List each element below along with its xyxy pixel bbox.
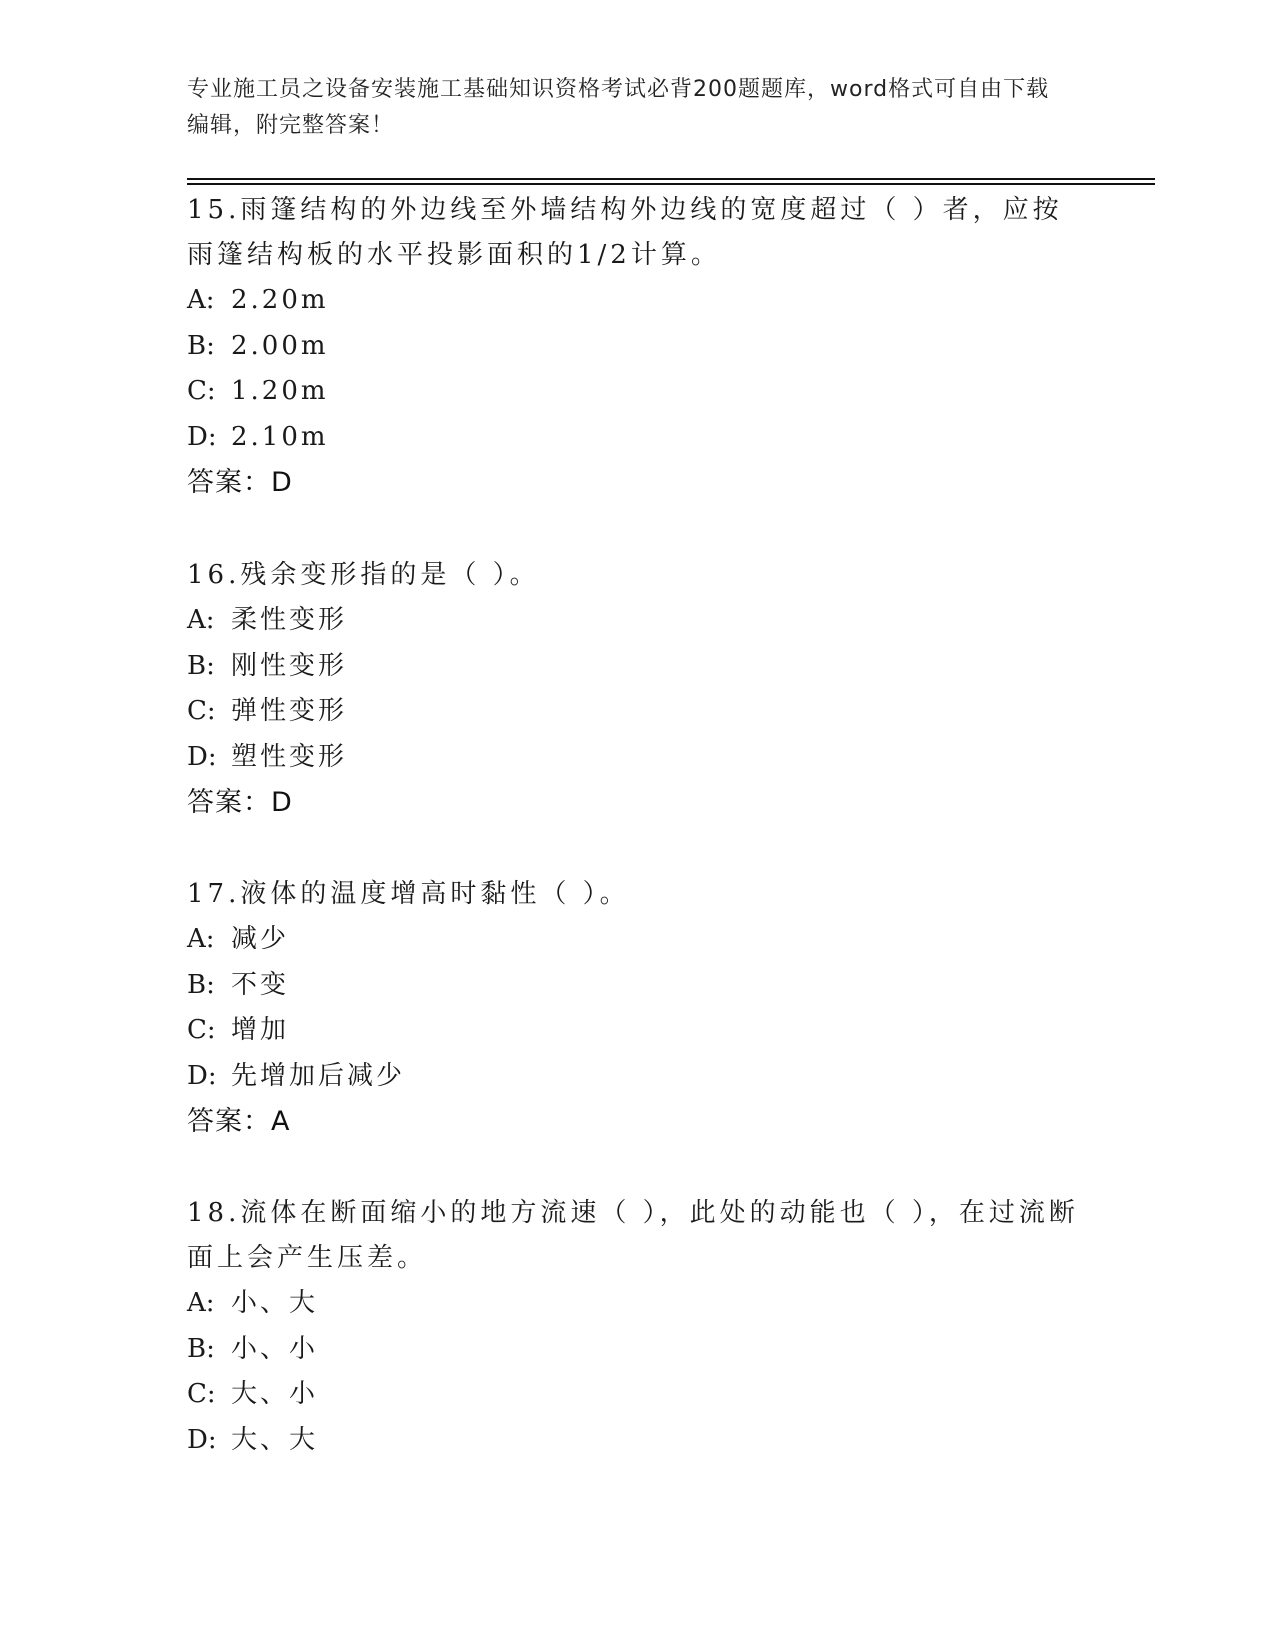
option-text: 1.20m bbox=[231, 376, 329, 406]
option-text: 减少 bbox=[231, 924, 290, 954]
option-text: 柔性变形 bbox=[231, 605, 348, 635]
option-key: A: bbox=[187, 285, 215, 315]
option-a bbox=[187, 1281, 1087, 1327]
question-17 bbox=[187, 872, 1087, 1145]
question-15 bbox=[187, 188, 1087, 506]
question-stem: 17.液体的温度增高时黏性（ ）。 bbox=[187, 879, 630, 909]
answer-text: 答案：A bbox=[187, 1106, 291, 1137]
option-key: C: bbox=[187, 1015, 216, 1045]
option-c bbox=[187, 1008, 1087, 1054]
option-key: B: bbox=[187, 650, 215, 681]
option-text: 2.10m bbox=[231, 421, 329, 452]
answer-text: 答案：D bbox=[187, 787, 293, 818]
option-text: 2.00m bbox=[231, 330, 329, 361]
option-key: B: bbox=[187, 330, 215, 361]
option-text: 刚性变形 bbox=[231, 650, 348, 681]
option-text: 大、小 bbox=[231, 1379, 319, 1409]
option-d bbox=[187, 1054, 1087, 1100]
option-a bbox=[187, 598, 1087, 644]
document-header-text: 专业施工员之设备安装施工基础知识资格考试必背200题题库，word格式可自由下载编辑，附完整答案！ bbox=[187, 77, 1050, 138]
option-b bbox=[187, 963, 1087, 1009]
question-18 bbox=[187, 1191, 1087, 1463]
option-key: B: bbox=[187, 969, 215, 1000]
answer-text: 答案：D bbox=[187, 467, 293, 498]
option-key: A: bbox=[187, 1288, 215, 1318]
option-text: 塑性变形 bbox=[231, 741, 348, 772]
option-key: C: bbox=[187, 1379, 216, 1409]
option-d bbox=[187, 735, 1087, 781]
question-stem: 15.雨篷结构的外边线至外墙结构外边线的宽度超过（ ）者，应按雨篷结构板的水平投影面积的1/2计算。 bbox=[187, 195, 1063, 270]
option-b bbox=[187, 324, 1087, 370]
option-key: A: bbox=[187, 924, 215, 954]
question-stem: 16.残余变形指的是（ ）。 bbox=[187, 560, 540, 590]
option-a bbox=[187, 917, 1087, 963]
option-text: 弹性变形 bbox=[231, 696, 348, 726]
question-stem: 18.流体在断面缩小的地方流速（ ），此处的动能也（ ），在过流断面上会产生压差。 bbox=[187, 1198, 1079, 1273]
option-text: 小、小 bbox=[231, 1333, 319, 1364]
option-key: A: bbox=[187, 605, 215, 635]
question-16 bbox=[187, 553, 1087, 826]
option-text: 小、大 bbox=[231, 1288, 319, 1318]
option-c bbox=[187, 1372, 1087, 1418]
header-divider-top bbox=[187, 178, 1155, 180]
option-text: 先增加后减少 bbox=[231, 1060, 406, 1091]
header-divider-bottom bbox=[187, 183, 1155, 185]
option-key: C: bbox=[187, 696, 216, 726]
option-d bbox=[187, 415, 1087, 461]
option-key: C: bbox=[187, 376, 216, 406]
option-c bbox=[187, 369, 1087, 415]
option-a bbox=[187, 278, 1087, 324]
option-c bbox=[187, 689, 1087, 735]
option-d bbox=[187, 1418, 1087, 1464]
option-key: D: bbox=[187, 1060, 217, 1091]
option-text: 2.20m bbox=[231, 285, 329, 315]
option-text: 不变 bbox=[231, 969, 290, 1000]
option-key: D: bbox=[187, 1424, 217, 1455]
option-key: D: bbox=[187, 741, 217, 772]
option-b bbox=[187, 644, 1087, 690]
option-key: B: bbox=[187, 1333, 215, 1364]
option-b bbox=[187, 1327, 1087, 1373]
option-text: 增加 bbox=[231, 1015, 290, 1045]
option-key: D: bbox=[187, 421, 217, 452]
option-text: 大、大 bbox=[231, 1424, 319, 1455]
